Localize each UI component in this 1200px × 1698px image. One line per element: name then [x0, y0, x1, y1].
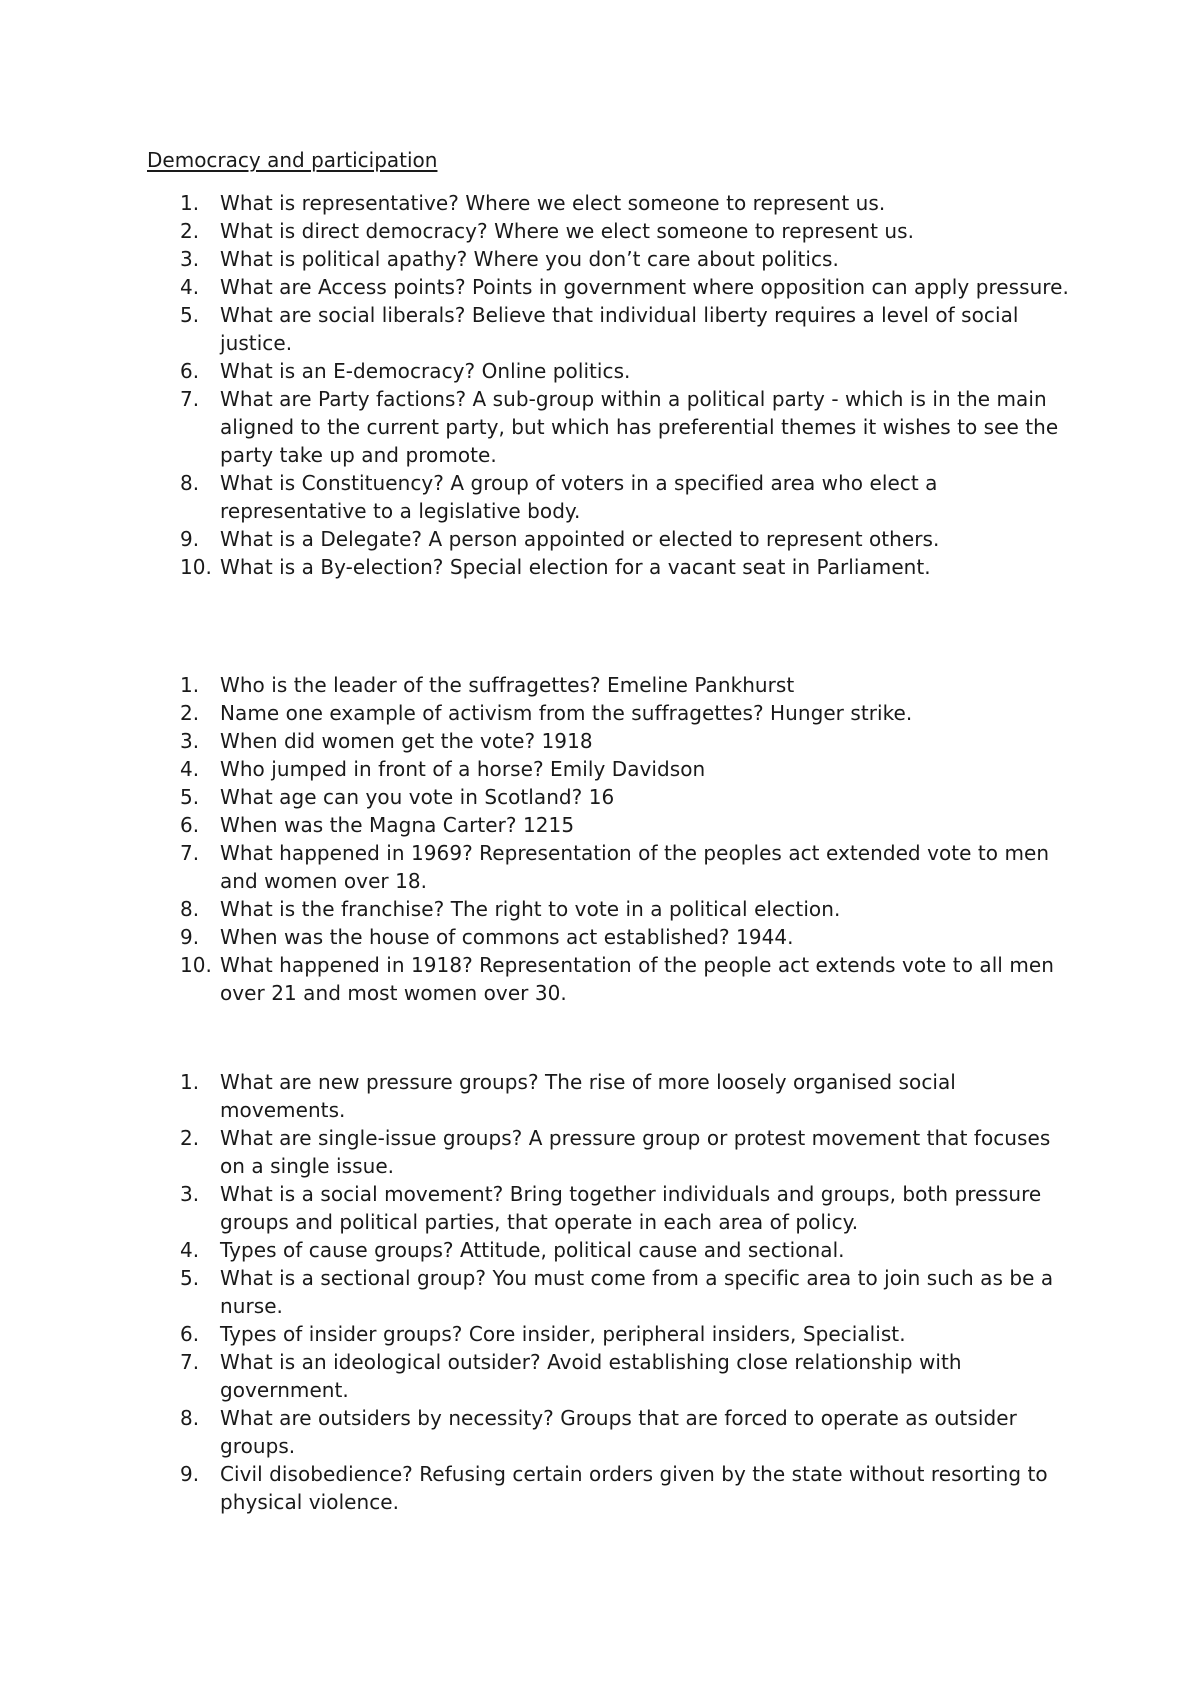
- list-item: [180, 1124, 1080, 1180]
- list-item: [180, 189, 1080, 217]
- list-item-number: 8.: [180, 897, 200, 921]
- list-item: [180, 1068, 1080, 1124]
- list-item-number: 2.: [180, 219, 200, 243]
- list-item-number: 7.: [180, 841, 200, 865]
- list-item-text: What is political apathy? Where you don’t care about politics.: [220, 247, 839, 271]
- list-item-text: When was the Magna Carter? 1215: [220, 813, 575, 837]
- list-item-number: 5.: [180, 303, 200, 327]
- list-item-text: What are Access points? Points in government where opposition can apply pressure.: [220, 275, 1069, 299]
- document-title: Democracy and participation: [147, 148, 438, 172]
- list-item: [180, 1320, 1080, 1348]
- list-item-text: Types of cause groups? Attitude, political cause and sectional.: [220, 1238, 845, 1262]
- list-item-number: 10.: [180, 555, 212, 579]
- list-item: [180, 1460, 1080, 1516]
- list-item: [180, 727, 1080, 755]
- list-item: [180, 525, 1080, 553]
- list-item-text: What happened in 1969? Representation of the peoples act extended vote to men and women over 18.: [220, 841, 1050, 893]
- list-item-text: What happened in 1918? Representation of the people act extends vote to all men over 21 and most women over 30.: [220, 953, 1054, 1005]
- list-item-number: 3.: [180, 729, 200, 753]
- list-item: [180, 385, 1080, 469]
- list-item-text: What are social liberals? Believe that individual liberty requires a level of social justice.: [220, 303, 1019, 355]
- list-item: [180, 1236, 1080, 1264]
- question-list-definitions: [180, 189, 1080, 581]
- list-item-text: What is a social movement? Bring together individuals and groups, both pressure groups and political parties, that operate in each area of policy.: [220, 1182, 1042, 1234]
- list-item-text: What are Party factions? A sub-group within a political party - which is in the main aligned to the current party, but which has preferential themes it wishes to see the party take up and promote.: [220, 387, 1059, 467]
- list-item: [180, 755, 1080, 783]
- list-item: [180, 699, 1080, 727]
- list-item-number: 4.: [180, 275, 200, 299]
- list-item-number: 6.: [180, 813, 200, 837]
- list-item-number: 8.: [180, 1406, 200, 1430]
- list-item-number: 6.: [180, 1322, 200, 1346]
- list-item-number: 1.: [180, 673, 200, 697]
- list-item-number: 3.: [180, 247, 200, 271]
- list-item-number: 2.: [180, 701, 200, 725]
- list-item-number: 8.: [180, 471, 200, 495]
- list-item-number: 1.: [180, 191, 200, 215]
- list-item: [180, 923, 1080, 951]
- list-item-text: What age can you vote in Scotland? 16: [220, 785, 615, 809]
- list-item-number: 4.: [180, 757, 200, 781]
- list-item: [180, 783, 1080, 811]
- list-item-text: What is the franchise? The right to vote in a political election.: [220, 897, 841, 921]
- list-item: [180, 895, 1080, 923]
- list-item-number: 9.: [180, 925, 200, 949]
- list-item-number: 7.: [180, 1350, 200, 1374]
- list-item-number: 9.: [180, 527, 200, 551]
- list-item-text: Name one example of activism from the suffragettes? Hunger strike.: [220, 701, 913, 725]
- list-item-number: 5.: [180, 785, 200, 809]
- list-item-text: What is an E-democracy? Online politics.: [220, 359, 631, 383]
- list-item: [180, 553, 1080, 581]
- list-item: [180, 357, 1080, 385]
- list-item-number: 1.: [180, 1070, 200, 1094]
- list-item: [180, 469, 1080, 525]
- list-item-number: 7.: [180, 387, 200, 411]
- list-item-number: 9.: [180, 1462, 200, 1486]
- list-item: [180, 839, 1080, 895]
- list-item: [180, 217, 1080, 245]
- list-item-text: What is an ideological outsider? Avoid establishing close relationship with government.: [220, 1350, 962, 1402]
- list-item-text: What are new pressure groups? The rise of more loosely organised social movements.: [220, 1070, 956, 1122]
- list-item-number: 6.: [180, 359, 200, 383]
- list-item: [180, 1264, 1080, 1320]
- list-item-text: What are outsiders by necessity? Groups that are forced to operate as outsider groups.: [220, 1406, 1017, 1458]
- list-item-text: What is a sectional group? You must come from a specific area to join such as be a nurse.: [220, 1266, 1054, 1318]
- list-item-text: Who jumped in front of a horse? Emily Davidson: [220, 757, 706, 781]
- list-item: [180, 811, 1080, 839]
- list-item-number: 2.: [180, 1126, 200, 1150]
- list-item-text: When was the house of commons act established? 1944.: [220, 925, 794, 949]
- list-item-text: What is representative? Where we elect someone to represent us.: [220, 191, 886, 215]
- list-item-text: When did women get the vote? 1918: [220, 729, 593, 753]
- list-item-text: What is Constituency? A group of voters in a specified area who elect a representative to a legislative body.: [220, 471, 938, 523]
- list-item: [180, 1180, 1080, 1236]
- list-item-text: Who is the leader of the suffragettes? Emeline Pankhurst: [220, 673, 795, 697]
- list-item: [180, 951, 1080, 1007]
- list-item: [180, 671, 1080, 699]
- list-item-number: 10.: [180, 953, 212, 977]
- list-item: [180, 273, 1080, 301]
- list-item-text: Types of insider groups? Core insider, peripheral insiders, Specialist.: [220, 1322, 906, 1346]
- list-item: [180, 1404, 1080, 1460]
- list-item: [180, 1348, 1080, 1404]
- question-list-pressure-groups: [180, 1068, 1080, 1516]
- list-item-text: What is a By-election? Special election for a vacant seat in Parliament.: [220, 555, 931, 579]
- list-item: [180, 301, 1080, 357]
- list-item-text: What is direct democracy? Where we elect someone to represent us.: [220, 219, 914, 243]
- list-item-number: 3.: [180, 1182, 200, 1206]
- list-item-number: 5.: [180, 1266, 200, 1290]
- list-item-text: What is a Delegate? A person appointed or elected to represent others.: [220, 527, 940, 551]
- question-list-suffrage: [180, 671, 1080, 1007]
- list-item-text: Civil disobedience? Refusing certain orders given by the state without resorting to physical violence.: [220, 1462, 1048, 1514]
- list-item-number: 4.: [180, 1238, 200, 1262]
- list-item: [180, 245, 1080, 273]
- list-item-text: What are single-issue groups? A pressure group or protest movement that focuses on a single issue.: [220, 1126, 1051, 1178]
